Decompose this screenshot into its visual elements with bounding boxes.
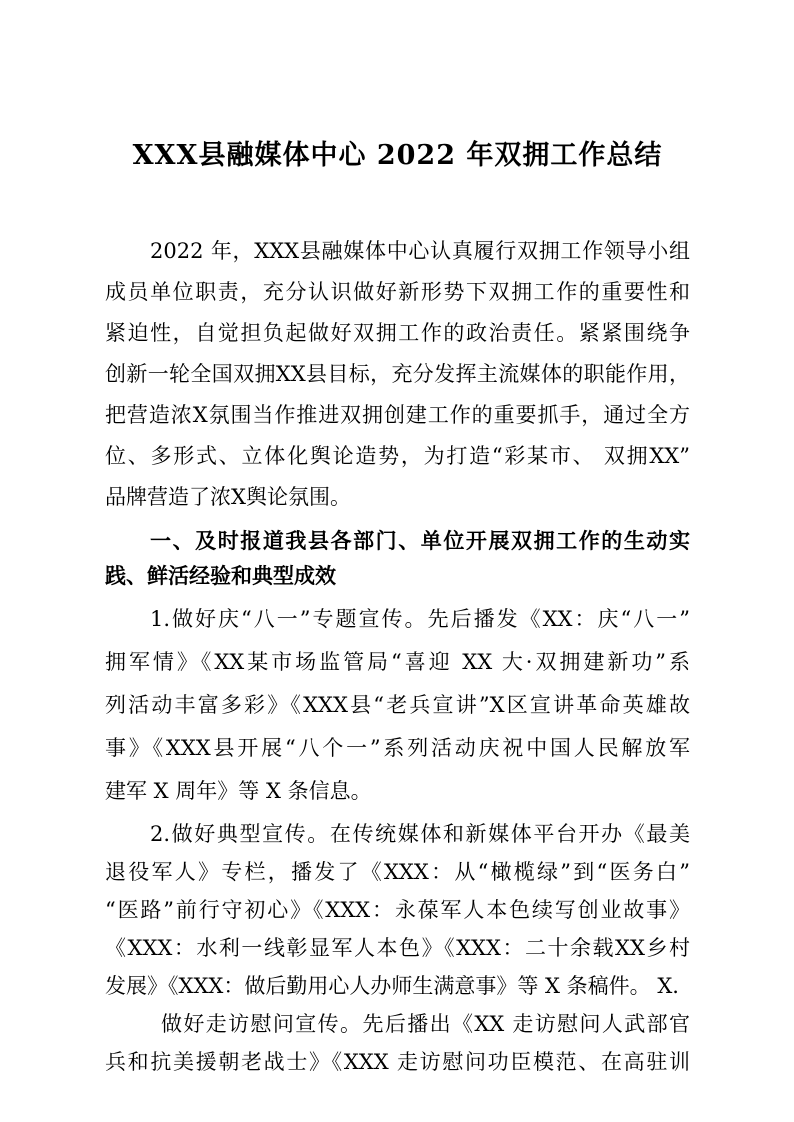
- paragraph-item-2: [105, 815, 690, 1005]
- text-line: “医路”前行守初心》《XXX：永葆军人本色续写创业故事》: [105, 898, 690, 922]
- text-line: 拥军情》《XX某市场监管局“喜迎 XX 大·双拥建新功”系: [105, 650, 690, 674]
- text-line: 兵和抗美援朝老战士》《XXX 走访慰问功臣模范、在高驻训: [105, 1050, 690, 1074]
- text-line: 紧迫性，自觉担负起做好双拥工作的政治责任。紧紧围绕争: [105, 321, 690, 345]
- text-line: 位、多形式、立体化舆论造势，为打造“彩某市、 双拥XX”: [105, 444, 690, 468]
- text-line: 退役军人》专栏，播发了《XXX：从“橄榄绿”到“医务白”: [105, 860, 690, 884]
- text-line: 建军 X 周年》等 X 条信息。: [105, 779, 372, 803]
- document-title: XXX县融媒体中心 2022 年双拥工作总结: [132, 140, 663, 171]
- heading-line: 践、鲜活经验和典型成效: [105, 564, 336, 588]
- text-line: 列活动丰富多彩》《XXX县“老兵宣讲”X区宣讲革命英雄故: [105, 693, 690, 717]
- text-line: 把营造浓X氛围当作推进双拥创建工作的重要抓手，通过全方: [105, 403, 690, 427]
- text-line: 2022 年，XXX县融媒体中心认真履行双拥工作领导小组: [150, 239, 690, 263]
- text-line: 事》《XXX县开展“八个一”系列活动庆祝中国人民解放军: [105, 736, 690, 760]
- text-line: 发展》《XXX：做后勤用心人办师生满意事》等 X 条稿件。 X.: [105, 974, 679, 998]
- text-line: 1.做好庆“八一”专题宣传。先后播发《XX：庆“八一”: [150, 607, 690, 631]
- text-line: 做好走访慰问宣传。先后播出《XX 走访慰问人武部官: [161, 1012, 690, 1036]
- paragraph-item-1: [105, 598, 690, 813]
- text-line: 成员单位职责，充分认识做好新形势下双拥工作的重要性和: [105, 280, 690, 304]
- heading-line: 一、及时报道我县各部门、单位开展双拥工作的生动实: [150, 529, 690, 553]
- document-content: [105, 0, 690, 1081]
- intro-paragraph: [105, 231, 690, 518]
- text-line: 2.做好典型宣传。在传统媒体和新媒体平台开办《最美: [150, 822, 690, 846]
- paragraph-item-3: [105, 1005, 690, 1081]
- text-line: 创新一轮全国双拥XX县目标，充分发挥主流媒体的职能作用，: [105, 362, 690, 386]
- text-line: 品牌营造了浓X舆论氛围。: [105, 485, 351, 509]
- section-heading: [105, 524, 690, 594]
- text-line: 《XXX：水利一线彰显军人本色》《XXX：二十余载XX乡村: [105, 936, 690, 960]
